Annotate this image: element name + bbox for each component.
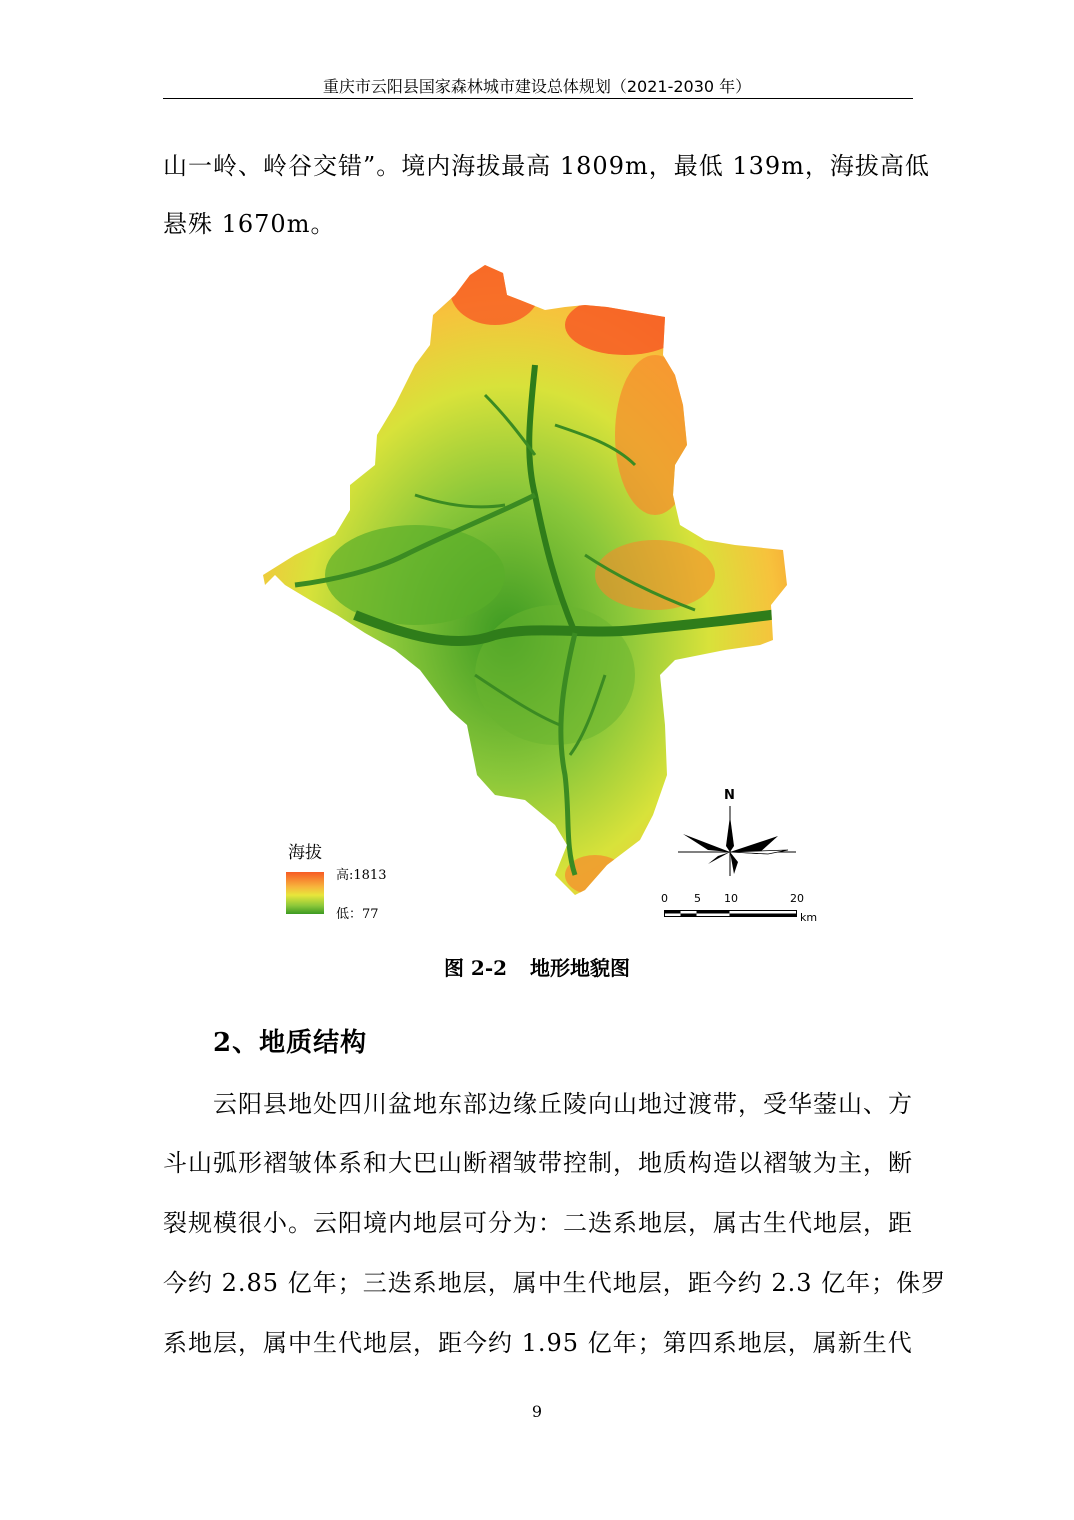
scale-tick-label: 5 [694, 892, 701, 905]
scale-tick-label: 0 [661, 892, 668, 905]
north-label: N [724, 788, 735, 803]
scale-tick-label: 10 [724, 892, 738, 905]
page-header-title: 重庆市云阳县国家森林城市建设总体规划（2021-2030 年） [322, 77, 752, 96]
intro-line-1: 山一岭、岭谷交错”。境内海拔最高 1809m，最低 139m，海拔高低 [163, 152, 930, 180]
caption-title: 地形地貌图 [530, 956, 631, 980]
header-divider [163, 98, 913, 99]
body-line: 斗山弧形褶皱体系和大巴山断褶皱带控制，地质构造以褶皱为主，断 [163, 1149, 913, 1177]
body-line: 裂规模很小。云阳境内地层可分为：二迭系地层，属古生代地层，距 [163, 1209, 913, 1237]
elevation-legend-bar [286, 872, 324, 914]
legend-title: 海拔 [288, 843, 322, 863]
caption-number: 图 2-2 [443, 956, 508, 980]
legend-high-label: 高:1813 [336, 868, 387, 883]
legend-low-label: 低：77 [336, 907, 379, 922]
body-line: 系地层，属中生代地层，距今约 1.95 亿年；第四系地层，属新生代 [163, 1329, 913, 1357]
compass-rose-icon [678, 806, 798, 876]
section-heading: 2、地质结构 [213, 1028, 368, 1058]
body-line: 云阳县地处四川盆地东部边缘丘陵向山地过渡带，受华蓥山、方 [213, 1090, 913, 1118]
body-line: 今约 2.85 亿年；三迭系地层，属中生代地层，距今约 2.3 亿年；侏罗 [163, 1269, 947, 1297]
scale-unit-label: km [800, 911, 818, 924]
intro-line-2: 悬殊 1670m。 [163, 210, 336, 238]
figure-caption [0, 952, 1074, 981]
scale-bar [664, 907, 800, 921]
scale-tick-label: 20 [790, 892, 804, 905]
page-number: 9 [531, 1402, 543, 1421]
